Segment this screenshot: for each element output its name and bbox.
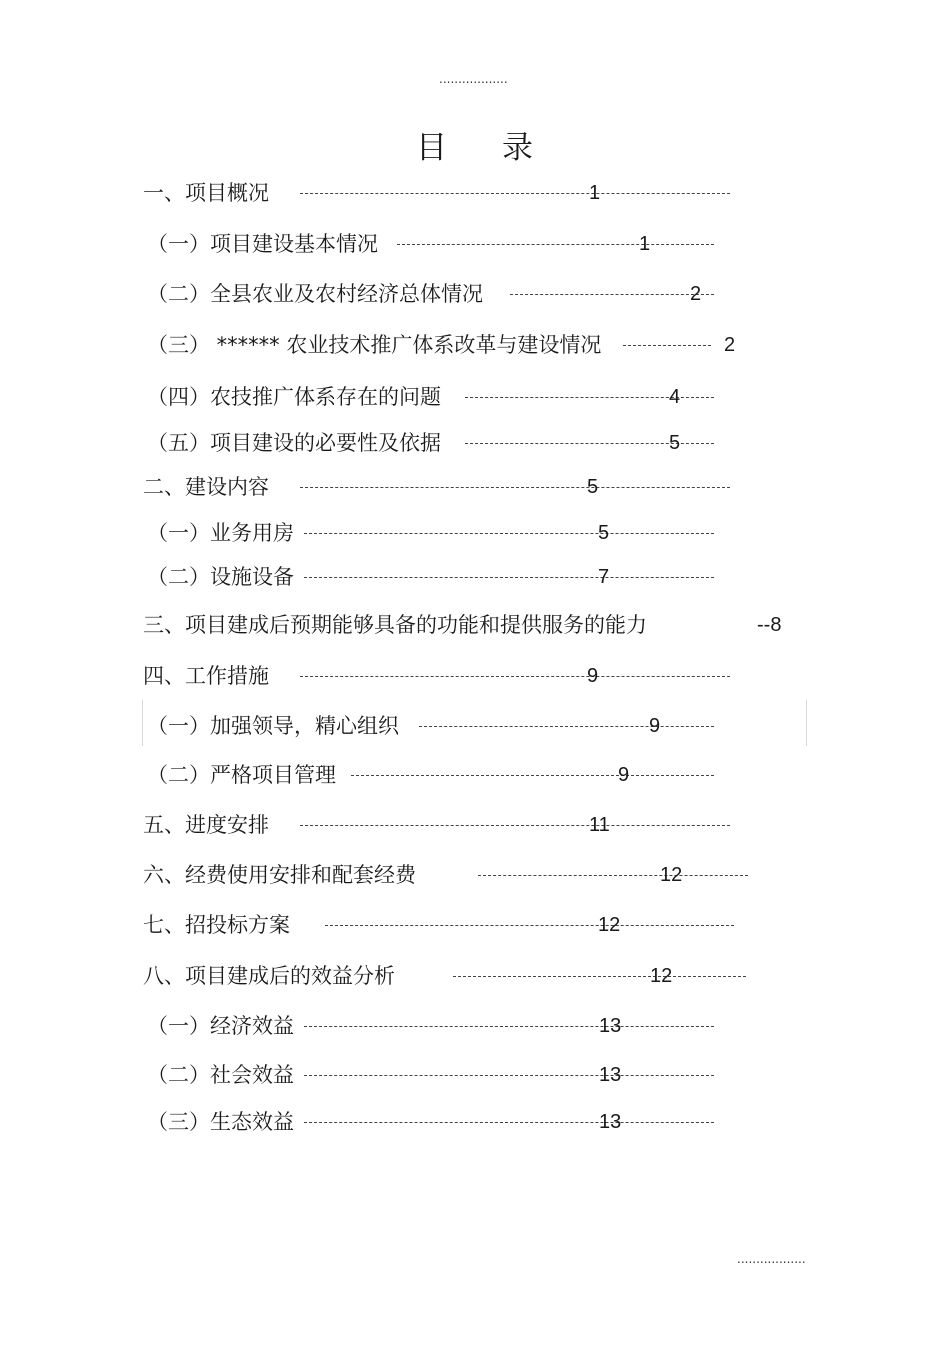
toc-entry[interactable] bbox=[147, 711, 787, 741]
toc-leader bbox=[623, 345, 711, 346]
toc-entry-label: 二、建设内容 bbox=[143, 475, 269, 499]
toc-entry[interactable] bbox=[147, 562, 787, 592]
toc-entry-page: 5 bbox=[598, 522, 610, 544]
toc-entry-page: 11 bbox=[589, 814, 610, 836]
toc-entry-label: （二）全县农业及农村经济总体情况 bbox=[147, 282, 483, 306]
toc-entry[interactable] bbox=[147, 382, 787, 412]
toc-entry-label: （二）设施设备 bbox=[147, 565, 294, 589]
toc-entry-label: 四、工作措施 bbox=[143, 664, 269, 688]
toc-entry-page: 13 bbox=[599, 1015, 622, 1037]
toc-entry[interactable] bbox=[147, 518, 787, 548]
toc-entry-label: （一）项目建设基本情况 bbox=[147, 232, 378, 256]
toc-entry-page: 2 bbox=[690, 283, 702, 305]
toc-entry-label: （五）项目建设的必要性及依据 bbox=[147, 431, 441, 455]
toc-leader bbox=[300, 825, 730, 826]
toc-entry-page: 13 bbox=[599, 1064, 622, 1086]
toc-entry-label: 五、进度安排 bbox=[143, 813, 269, 837]
header-marker: .................. bbox=[439, 72, 508, 86]
toc-leader bbox=[304, 533, 714, 534]
divider-left bbox=[142, 700, 143, 746]
toc-entry-label: 八、项目建成后的效益分析 bbox=[143, 964, 395, 988]
toc-entry-page: 1 bbox=[589, 182, 601, 204]
toc-entry-page: 12 bbox=[598, 914, 621, 936]
toc-entry-label: （一）加强领导，精心组织 bbox=[147, 714, 399, 738]
toc-leader bbox=[300, 676, 730, 677]
toc-entry[interactable] bbox=[143, 610, 793, 640]
toc-leader bbox=[304, 1122, 714, 1123]
toc-leader bbox=[325, 925, 734, 926]
toc-entry[interactable] bbox=[143, 178, 783, 208]
toc-entry-label: （二）严格项目管理 bbox=[147, 763, 336, 787]
toc-title-char-2: 录 bbox=[502, 130, 535, 166]
toc-leader bbox=[304, 577, 714, 578]
toc-leader bbox=[304, 1026, 714, 1027]
toc-entry[interactable] bbox=[147, 1060, 787, 1090]
toc-entry[interactable] bbox=[147, 229, 787, 259]
toc-entry-page: 5 bbox=[587, 476, 599, 498]
toc-entry[interactable] bbox=[147, 279, 787, 309]
toc-title-char-1: 目 bbox=[416, 130, 449, 166]
toc-leader bbox=[304, 1075, 714, 1076]
toc-entry-page: 2 bbox=[724, 334, 736, 356]
toc-entry-page: 12 bbox=[650, 965, 673, 987]
toc-entry-label: 一、项目概况 bbox=[143, 181, 269, 205]
toc-entry[interactable] bbox=[147, 760, 787, 790]
toc-entry-label: （一）经济效益 bbox=[147, 1014, 294, 1038]
toc-entry-label: （四）农技推广体系存在的问题 bbox=[147, 385, 441, 409]
toc-entry-label: （三） ****** 农业技术推广体系改革与建设情况 bbox=[147, 333, 602, 357]
toc-entry-label: （三）生态效益 bbox=[147, 1110, 294, 1134]
toc-leader bbox=[300, 193, 730, 194]
divider-right bbox=[806, 700, 807, 746]
toc-entry-page: --8 bbox=[757, 614, 782, 636]
toc-entry-page: 9 bbox=[618, 764, 630, 786]
toc-entry[interactable] bbox=[147, 1107, 787, 1137]
toc-entry-label: （一）业务用房 bbox=[147, 521, 294, 545]
toc-entry[interactable] bbox=[143, 961, 783, 991]
toc-entry-page: 5 bbox=[669, 432, 681, 454]
toc-entry-page: 1 bbox=[639, 233, 651, 255]
toc-entry-page: 9 bbox=[587, 665, 599, 687]
toc-entry[interactable] bbox=[147, 428, 787, 458]
toc-entry-page: 13 bbox=[599, 1111, 622, 1133]
toc-leader bbox=[351, 775, 714, 776]
toc-leader bbox=[300, 487, 730, 488]
toc-entry-label: （二）社会效益 bbox=[147, 1063, 294, 1087]
toc-entry[interactable] bbox=[143, 860, 783, 890]
toc-leader bbox=[397, 244, 714, 245]
toc-entry-label: 六、经费使用安排和配套经费 bbox=[143, 863, 416, 887]
toc-entry[interactable] bbox=[147, 1011, 787, 1041]
toc-entry-label: 三、项目建成后预期能够具备的功能和提供服务的能力 bbox=[143, 613, 647, 637]
toc-entry[interactable] bbox=[143, 910, 783, 940]
toc-entry[interactable] bbox=[143, 472, 783, 502]
toc-entry[interactable] bbox=[143, 810, 783, 840]
toc-entry-label: 七、招投标方案 bbox=[143, 913, 290, 937]
toc-entry[interactable] bbox=[143, 661, 783, 691]
toc-leader bbox=[419, 726, 714, 727]
toc-leader bbox=[510, 294, 714, 295]
toc-entry-page: 4 bbox=[669, 386, 681, 408]
toc-leader bbox=[478, 875, 748, 876]
toc-leader bbox=[453, 976, 746, 977]
toc-entry-page: 12 bbox=[660, 864, 683, 886]
toc-entry-page: 9 bbox=[649, 715, 661, 737]
footer-marker: .................. bbox=[737, 1252, 806, 1266]
toc-entry-page: 7 bbox=[598, 566, 610, 588]
toc-entry[interactable] bbox=[147, 330, 787, 360]
